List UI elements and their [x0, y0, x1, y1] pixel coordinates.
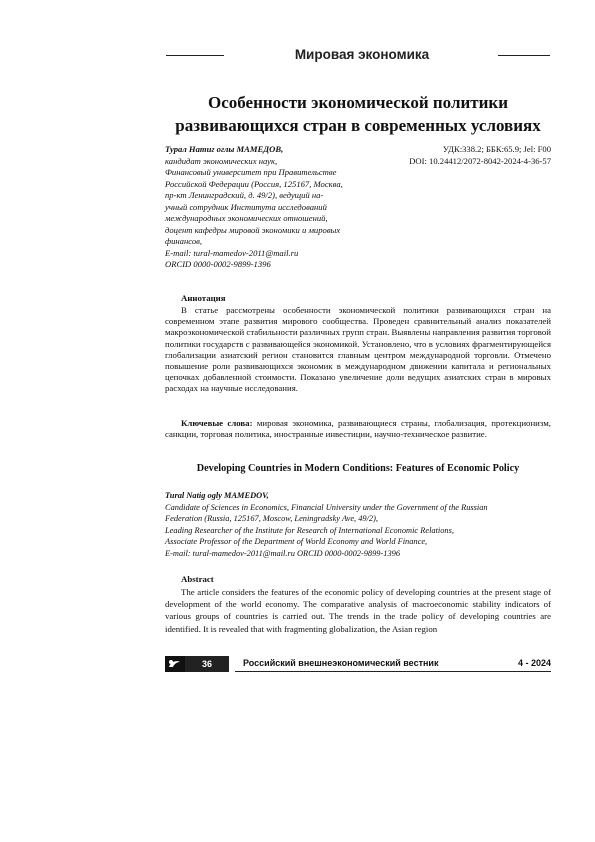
author-info-ru	[165, 144, 397, 271]
author-line: кандидат экономических наук,	[165, 155, 278, 166]
author-line: пр-кт Ленинградский, д. 49/2), ведущий на-	[165, 190, 324, 200]
journal-logo-icon	[165, 656, 185, 672]
title-ru-line-1: Особенности экономической политики	[207, 93, 509, 112]
author-line: международных экономических отношений,	[165, 213, 328, 223]
author-email-ru: E-mail: tural-mamedov-2011@mail.ru	[165, 247, 299, 258]
author-line-en: Leading Researcher of the Institute for Research of International Economic Relations,	[165, 525, 454, 535]
article-title-en: Developing Countries in Modern Conditions: Features of Economic Policy	[196, 463, 520, 474]
author-line: доцент кафедры мировой экономики и мировых	[165, 224, 341, 235]
abstract-body-en: The article considers the features of the economic policy of developing countries at the present stage of development of the world economy. The comparative analysis of macroeconomic stability indicators of various groups of countries is carried out. The trends in the trade policy of developing countries are identified. It is revealed that with fragmenting globalization, the Asian region	[165, 587, 551, 634]
section-title: Мировая экономика	[294, 47, 430, 62]
classification-codes	[394, 144, 551, 167]
author-orcid-ru: ORCID 0000-0002-9899-1396	[165, 259, 271, 269]
abstract-heading-ru: Аннотация	[181, 293, 226, 303]
author-line: учный сотрудник Института исследований	[165, 201, 327, 212]
author-line: Российской Федерации (Россия, 125167, Москва,	[165, 178, 343, 189]
keywords-label-ru: Ключевые слова:	[181, 418, 253, 428]
abstract-text-en	[165, 586, 551, 635]
author-info-en	[165, 490, 551, 559]
author-line-en: Associate Professor of the Department of World Economy and World Finance,	[165, 537, 428, 546]
author-name-ru: Турал Натиг оглы МАМЕДОВ,	[165, 144, 284, 154]
abstract-text-ru	[165, 305, 551, 395]
doi-code: DOI: 10.24412/2072-8042-2024-4-36-57	[409, 155, 551, 166]
header-rule-left	[166, 55, 224, 56]
author-line: финансов,	[165, 236, 202, 246]
header-rule-right	[498, 55, 550, 56]
author-line: Финансовый университет при Правительстве	[165, 167, 337, 177]
author-email-en: E-mail: tural-mamedov-2011@mail.ru ORCID 0000-0002-9899-1396	[165, 548, 401, 558]
author-name-en: Tural Natig ogly MAMEDOV,	[165, 491, 269, 500]
author-line-en: Federation (Russia, 125167, Moscow, Leningradsky Ave, 49/2),	[165, 514, 378, 523]
abstract-body-ru: В статье рассмотрены особенности экономической политики развивающихся стран на современном этапе развития мирового сообщества. Проведен сравнительный анализ показателей макроэкономической стабильности различных групп стран. Выявлены направления развития торговой политики государств с развивающейся экономикой. Установлено, что в условиях фрагментирующейся глобализации азиатский регион становится главным центром международной торговли. Отмечено повышение роли развивающихся экономик в международном движении капитала и региональных цепочках добавленной стоимости. Показано увеличение доли ведущих азиатских стран в мировых расходах на научные исследования.	[165, 305, 551, 394]
udk-code: УДК:338.2; ББК:65.9; Jel: F00	[442, 144, 551, 154]
author-line-en: Candidate of Sciences in Economics, Financial University under the Government of the Russian	[165, 502, 488, 512]
keywords-ru	[165, 418, 551, 440]
abstract-heading-en: Abstract	[181, 574, 214, 584]
article-title-ru	[165, 91, 551, 137]
title-ru-line-2: развивающихся стран в современных условиях	[175, 116, 541, 135]
keywords-text-ru: мировая экономика, развивающиеся страны, глобализация, протекционизм, санкции, торговая политика, иностранные инвестиции, научно-техническое развитие.	[165, 418, 551, 440]
journal-name: Российский внешнеэкономический вестник	[243, 658, 439, 668]
page-number: 36	[185, 656, 229, 672]
page-footer	[165, 656, 551, 672]
footer-rule	[235, 671, 551, 672]
issue-number: 4 - 2024	[517, 658, 551, 668]
